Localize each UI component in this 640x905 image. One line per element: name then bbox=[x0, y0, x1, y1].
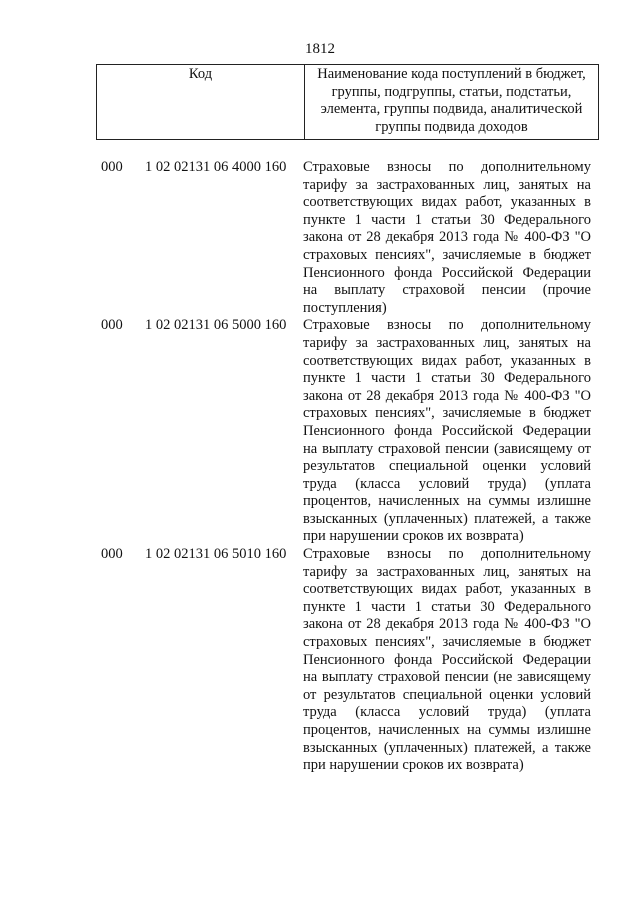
admin-code: 000 bbox=[101, 317, 123, 334]
code-description: Страховые взносы по дополнительному тарифу за застрахованных лиц, занятых на соответствующих видах работ, указанных в пункте 1 части 1 статьи 30 Федерального закона от 28 декабря 2013 года № 400-ФЗ "О страховых пенсиях", зачисляемые в бюджет Пенсионного фонда Российской Федерации на выплату страховой пенсии (прочие поступления) bbox=[303, 159, 591, 316]
page-number: 1812 bbox=[305, 41, 335, 57]
income-code-list bbox=[101, 159, 601, 775]
header-name-cell bbox=[305, 65, 599, 140]
header-name-line: элемента, группы подвида, аналитической bbox=[320, 101, 583, 117]
admin-code: 000 bbox=[101, 546, 123, 563]
header-code-cell: Код bbox=[97, 65, 305, 140]
income-code-row bbox=[101, 317, 601, 546]
header-name-line: Наименование кода поступлений в бюджет, bbox=[317, 66, 586, 82]
admin-code: 000 bbox=[101, 159, 123, 175]
table-header bbox=[96, 64, 599, 140]
code-description: Страховые взносы по дополнительному тарифу за застрахованных лиц, занятых на соответствующих видах работ, указанных в пункте 1 части 1 статьи 30 Федерального закона от 28 декабря 2013 года № 400-ФЗ "О страховых пенсиях", зачисляемые в бюджет Пенсионного фонда Российской Федерации на выплату страховой пенсии (не зависящему от результатов специальной оценки условий труда (класса условий труда) (уплата процентов, начисленных на суммы излишне взысканных (уплаченных) платежей, а также при нарушении сроков их возврата) bbox=[303, 546, 591, 774]
budget-code: 1 02 02131 06 5000 160 bbox=[145, 317, 287, 334]
table-header-row bbox=[97, 65, 599, 140]
income-code-row bbox=[101, 546, 601, 775]
income-code-row bbox=[101, 159, 601, 317]
header-name-line: группы, подгруппы, статьи, подстатьи, bbox=[331, 83, 572, 100]
budget-code: 1 02 02131 06 4000 160 bbox=[145, 159, 287, 175]
code-description: Страховые взносы по дополнительному тарифу за застрахованных лиц, занятых на соответствующих видах работ, указанных в пункте 1 части 1 статьи 30 Федерального закона от 28 декабря 2013 года № 400-ФЗ "О страховых пенсиях", зачисляемые в бюджет Пенсионного фонда Российской Федерации на выплату страховой пенсии (зависящему от результатов специальной оценки условий труда (класса условий труда) (уплата процентов, начисленных на суммы излишне взысканных (уплаченных) платежей, а также при нарушении сроков их возврата) bbox=[303, 317, 591, 545]
budget-code: 1 02 02131 06 5010 160 bbox=[145, 546, 287, 563]
header-name-line: группы подвида доходов bbox=[375, 118, 528, 135]
